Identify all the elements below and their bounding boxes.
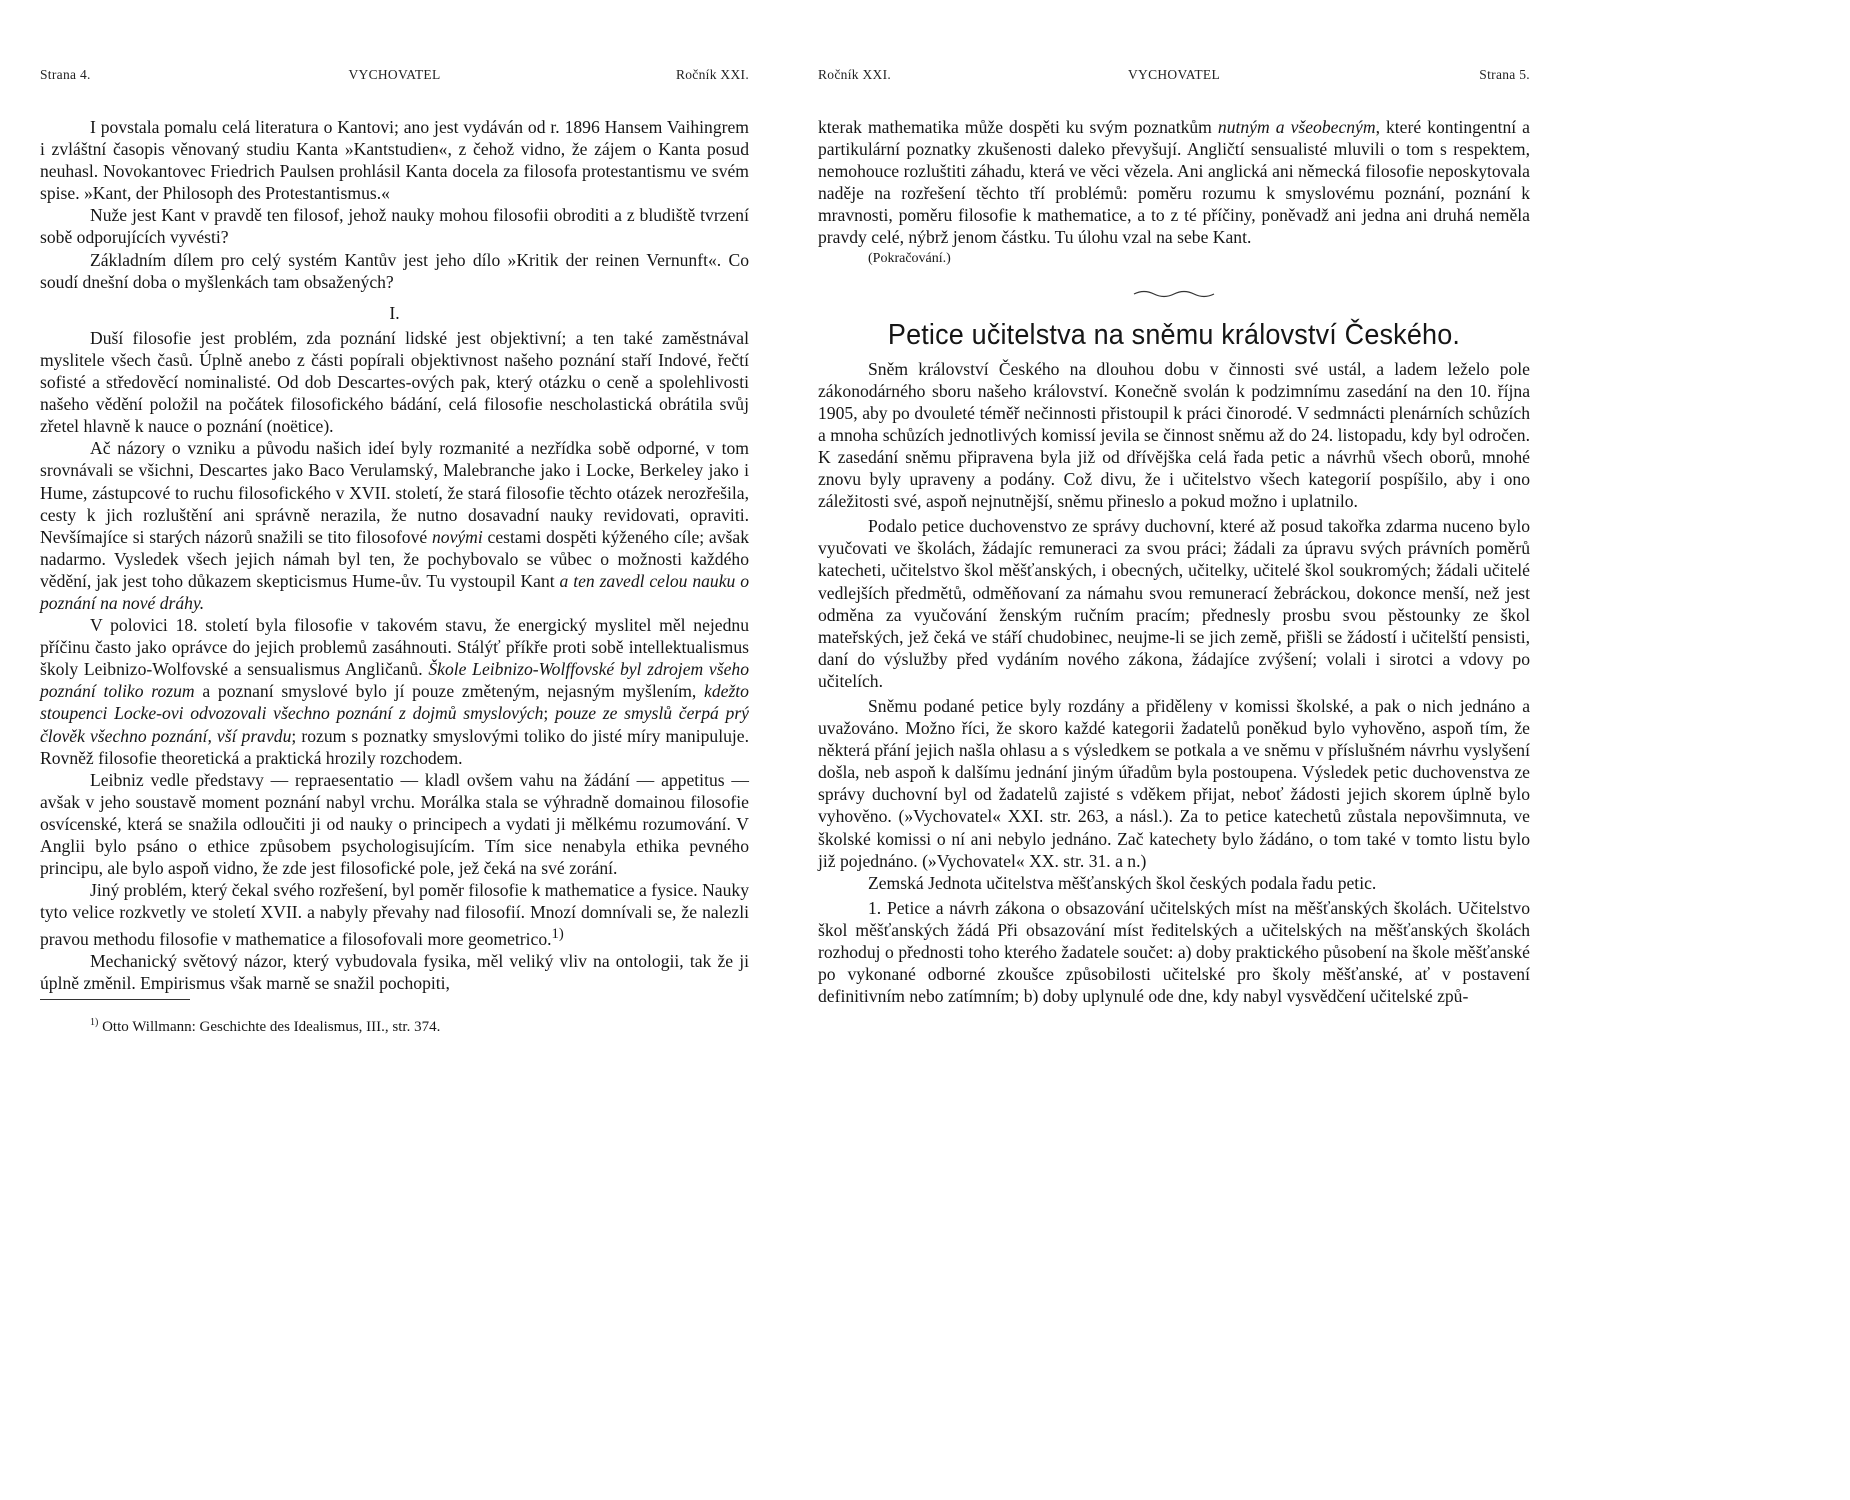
- text-run: a poznaní smyslové bylo jí pouze změteným, nejasným myšlením,: [194, 681, 705, 702]
- paragraph: Duší filosofie jest problém, zda poznání lidské jest objektivní; a ten také zaměstnával myslitele všech časů. Úplně anebo z části popírali objektivnost našeho poznání staří Indové, řečtí sofisté a středověcí nominalisté. Od dob Descartes-ových pak, který otázku o ceně a spolehlivosti našeho vědění položil na počátek filosofického bádání, celá filosofie nescholastická obrátila svůj zřetel hlavně k nauce o poznání (noëtice).: [40, 327, 749, 437]
- emphasis: pouze ze smyslů čerpá prý člověk všechno poznání, vší pravdu: [40, 703, 749, 746]
- emphasis: a ten zavedl celou nauku o poznání na nové dráhy.: [40, 570, 749, 613]
- text-run: , které kontingentní a partikulární poznatky zkušenosti daleko převyšují. Angličtí sensualisté mluvili o tom s respektem, nemohouce rozluštiti záhadu, která ve věci vězela. Ani anglická ani německá filosofie neposkytovala naděje na rozřešení těchto tří problémů: poměru rozumu k smyslovému poznání, poznání k mravnosti, poměru filosofie k mathematice, a to z té příčiny, poněvadž ani jedna ani druhá neměla pravdy celé, nýbrž jenom částku. Tu úlohu vzal na sebe Kant.: [818, 117, 1530, 248]
- right-volume: Ročník XXI.: [818, 67, 892, 82]
- paragraph: Základním dílem pro celý systém Kantův jest jeho dílo »Kritik der reinen Vernunft«. Co soudí dnešní doba o myšlenkách tam obsažených?: [40, 249, 749, 292]
- paragraph: [40, 879, 749, 950]
- emphasis: nutným a všeobecným: [1217, 117, 1376, 137]
- left-volume: Ročník XXI.: [675, 67, 749, 82]
- paragraph: Nuže jest Kant v pravdě ten filosof, jehož nauky mohou filosofii obroditi a z bludiště tvrzení sobě odporujících vyvésti?: [40, 205, 749, 248]
- text-run: cestami dospěti kýženého cíle; avšak nadarmo. Vysledek všech jejich námah byl ten, že pochybovalo se vůbec o možnosti každého vědění, jak jest toho důkazem skepticismus Hume-ův. Tu vystoupil Kant: [40, 526, 749, 591]
- footnote: [90, 1012, 749, 1038]
- right-body-text: [818, 116, 1530, 1007]
- left-running-head: [40, 67, 749, 87]
- divider-ornament: [818, 281, 1530, 299]
- right-journal-title: VYCHOVATEL: [1127, 67, 1220, 82]
- right-page-number: Strana 5.: [1479, 67, 1530, 82]
- paragraph: Mechanický světový názor, který vybudovala fysika, měl veliký vliv na ontologii, tak že ji úplně změnil. Empirismus však marně se snažil pochopiti,: [40, 951, 749, 994]
- paragraph: Sněmu podané petice byly rozdány a přiděleny v komissi školské, a pak o nich jednáno a uvažováno. Možno říci, že skoro každé kategorii žadatelů poněkud bylo vyhověno, aspoň tím, že některá přání jejich našla ohlasu a s výsledkem se potkala a ve sněmu v příslušném návrhu vyslyšení došla, neb aspoň k dalšímu jednání jiným úřadům byla postoupena. Výsledek petic duchovenstva ze správy duchovní byl od žadatelů zajisté s vděkem přijat, neboť žádosti jejich skorem úplně bylo vyhověno. (»Vychovatel« XXI. str. 263, a násl.). Za to petice katechetů zůstala nepovšimnuta, ve školské komissi o ní ani nebylo jednáno. Zač katechety bylo žádáno, o tom také v tomto listu bylo již pojednáno. (»Vychovatel« XX. str. 31. a n.): [818, 695, 1530, 871]
- text-run: ;: [543, 703, 555, 724]
- paragraph: Podalo petice duchovenstvo ze správy duchovní, které až posud takořka zdarma nuceno bylo vyučovati ve školách, žádajíc remuneraci za svou práci; žádali za úpravu svých právních poměrů katecheti, učitelstvo škol měšťanských, i obecných, učitelky, učitelé škol soukromých; žádali učitelé vedlejších předmětů, odměňovaní za námahu svou remunerací žebráckou, dokonce menší, než jest odměna za vyučování ženským ručním pracím; přednesly prosbu svou pěstounky ze škol mateřských, jež čeká ve stáří chudobinec, neujme-li se jich země, přišli se žádostí i učitelští pensisti, daní do výslužby před vydáním nového zákona, žádajíce zvýšení; volali i sirotci a vdovy po učitelích.: [818, 516, 1530, 691]
- text-run: ; rozum s poznatky smyslovými toliko do jisté míry manipuluje. Rovněž filosofie theoretická a praktická hrozily rozchodem.: [40, 725, 749, 768]
- left-page-number: Strana 4.: [40, 67, 91, 82]
- text-run: Ač názory o vzniku a původu našich ideí byly rozmanité a nezřídka sobě odporné, v tom srovnávali se všichni, Descartes jako Baco Verulamský, Malebranche jako i Locke, Berkeley jako i Hume, zástupcové to ruchu filosofického v XVII. století, že stará filosofie těchto otázek nerozřešila, cesty k jich rozluštění ani správně nerazila, že nutno dosavadní nauky revidovati, opraviti. Nevšímajíce si starých názorů snažili se tito filosofové: [40, 438, 749, 547]
- article-title: Petice učitelstva na sněmu království Českého.: [887, 318, 1461, 351]
- footnote-mark: 1): [90, 1016, 99, 1028]
- paragraph: Zemská Jednota učitelstva měšťanských škol českých podala řadu petic.: [868, 872, 1377, 893]
- right-page: [818, 0, 1530, 1007]
- section-number: I.: [389, 302, 400, 323]
- emphasis: Škole Leibnizo-Wolffovské byl zdrojem všeho poznání toliko rozum: [40, 659, 749, 702]
- paragraph: Sněm království Českého na dlouhou dobu v činnosti své ustál, a ladem leželo pole zákonodárného sboru našeho království. Konečně svolán k podzimnímu zasedání na den 10. října 1905, aby po dvouleté téměř nečinnosti přistoupil k práci činorodé. V sedmnácti plenárních schůzích a mnoha schůzích jednotlivých komissí jevila se činnost sněmu až do 24. listopadu, kdy byl odročen. K zasedání sněmu připravena byla již od dřívějška celá řada petic a návrhů všech oborů, mnohé znovu byly upraveny a podány. Což divu, že i učitelstvo všech kategorií pospíšilo, aby i ono záležitosti své, aspoň nejnutnější, sněmu přineslo a pokud možno i uplatnilo.: [818, 358, 1530, 512]
- paragraph: [40, 437, 749, 614]
- footnote-text: Otto Willmann: Geschichte des Idealismus, III., str. 374.: [98, 1018, 441, 1035]
- left-journal-title: VYCHOVATEL: [348, 67, 441, 82]
- paragraph: [818, 116, 1530, 249]
- flourish-icon: [1132, 288, 1216, 298]
- left-body-text: [40, 116, 749, 1038]
- emphasis: kdežto stoupenci Locke-ovi odvozovali všechno poznání z dojmů smyslových: [40, 681, 749, 724]
- footnote-rule: [40, 999, 190, 1000]
- continued-note: (Pokračování.): [868, 250, 951, 266]
- footnote-reference: 1): [551, 926, 564, 943]
- paragraph: I povstala pomalu celá literatura o Kantovi; ano jest vydáván od r. 1896 Hansem Vaihingrem i zvláštní časopis věnovaný studiu Kanta »Kantstudien«, z čehož vidno, že zájem o Kanta posud neuhasl. Novokantovec Friedrich Paulsen prohlásil Kanta docela za filosofa protestantismu ve svém spise. »Kant, der Philosoph des Protestantismus.«: [40, 117, 749, 204]
- right-running-head: [818, 67, 1530, 87]
- left-page: [40, 0, 749, 1038]
- text-run: Jiný problém, který čekal svého rozřešení, byl poměr filosofie k mathematice a fysice. Nauky tyto velice rozkvetly ve století XVII. a nabyly převahy nad filosofií. Mnozí domnívali se, že nalezli pravou methodu filosofie v mathematice a filosofovali more geometrico.: [40, 880, 749, 950]
- paragraph: Leibniz vedle představy — repraesentatio — kladl ovšem vahu na žádání — appetitus — avšak v jeho soustavě moment poznání nabyl vrchu. Morálka stala se výhradně domainou filosofie osvícenské, která se snažila odloučiti ji od nauky o principech a vydati ji mělkému rozumování. V Anglii bylo psáno o ethice způsobem psychologisujícím. Tím sice nenabyla ethika pevného principu, ale bylo aspoň vidno, že zde jest filosofické pole, jež čeká na své zorání.: [40, 769, 749, 879]
- text-run: kterak mathematika může dospěti ku svým poznatkům: [818, 117, 1218, 137]
- text-run: V polovici 18. století byla filosofie v takovém stavu, že energický myslitel měl nejednu příčinu často jako oprávce do jejich problemů zasáhnouti. Stálýť příkře proti sobě intellektualismus školy Leibnizo-Wolfovské a sensualismus Angličanů.: [40, 615, 749, 680]
- emphasis: novými: [431, 526, 483, 547]
- paragraph: 1. Petice a návrh zákona o obsazování učitelských míst na měšťanských školách. Učitelstvo škol měšťanských žádá Při obsazování míst ředitelských a učitelských na měšťanských školách rozhoduj o přednosti toho kterého žadatele součet: a) doby praktického působení na škole měšťanské po vykonané odborné zkoušce způsobilosti učitelské pro školy měšťanské, ať v postavení definitivním nebo zatímním; b) doby uplynulé ode dne, kdy nabyl vysvědčení učitelské způ-: [818, 897, 1530, 1007]
- paragraph: [40, 614, 749, 769]
